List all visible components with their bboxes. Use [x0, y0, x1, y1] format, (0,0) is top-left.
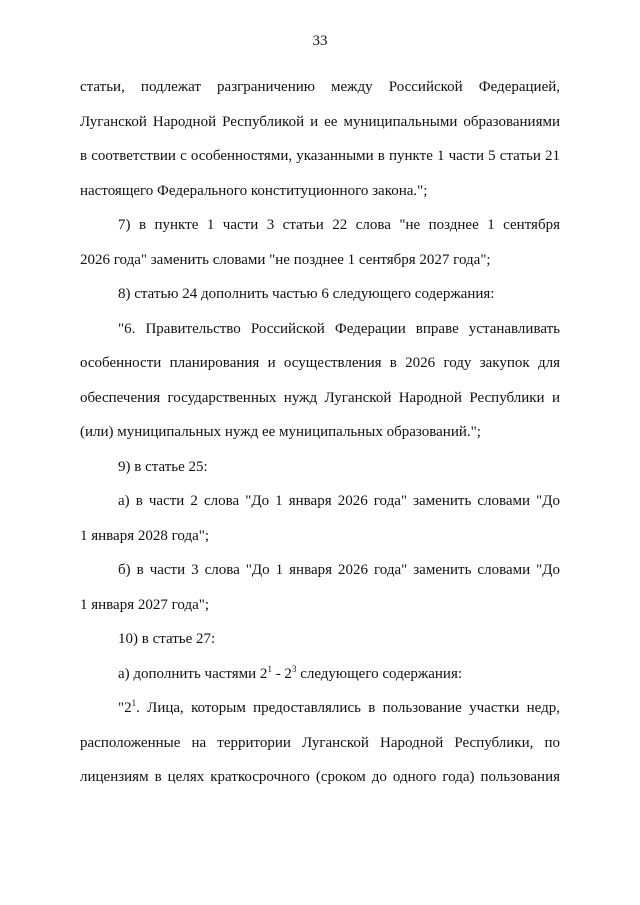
- text-line: особенности планирования и осуществления в 2026 году закупок для: [80, 355, 560, 371]
- text-line: Луганской Народной Республикой и ее муниципальными образованиями: [80, 113, 560, 130]
- text-line: [80, 657, 560, 692]
- text-line: (или) муниципальных нужд ее муниципальных образований.";: [80, 424, 481, 440]
- text-line: настоящего Федерального конституционного закона.";: [80, 182, 428, 199]
- text-line: расположенные на территории Луганской Народной Республики, по: [80, 734, 560, 751]
- text-line: 1 января 2027 года";: [80, 596, 210, 613]
- superscript: 1: [131, 698, 137, 708]
- text-line: 10) в статье 27:: [118, 631, 216, 647]
- text-segment: - 2: [271, 665, 292, 682]
- text-line: [80, 691, 560, 726]
- text-segment: а) дополнить частями 2: [118, 665, 268, 682]
- page-number: 33: [312, 33, 328, 49]
- text-line: лицензиям в целях краткосрочного (сроком до одного года) пользования: [80, 769, 560, 785]
- superscript: 1: [267, 663, 272, 674]
- text-line: обеспечения государственных нужд Луганской Народной Республики и: [80, 389, 560, 406]
- text-line: а) в части 2 слова "До 1 января 2026 года" заменить словами "До: [118, 493, 560, 509]
- text-segment: . Лица, которым предоставлялись в пользование участки недр,: [136, 700, 560, 716]
- text-line: 9) в статье 25:: [118, 458, 208, 475]
- text-line: 8) статью 24 дополнить частью 6 следующего содержания:: [118, 286, 495, 302]
- text-line: б) в части 3 слова "До 1 января 2026 года" заменить словами "До: [118, 562, 560, 578]
- text-segment: следующего содержания:: [296, 665, 463, 682]
- text-segment: "2: [118, 700, 132, 716]
- text-line: "6. Правительство Российской Федерации вправе устанавливать: [118, 320, 560, 337]
- text-line: статьи, подлежат разграничению между Российской Федерацией,: [80, 79, 560, 95]
- text-line: 7) в пункте 1 части 3 статьи 22 слова "не позднее 1 сентября: [118, 217, 560, 233]
- document-body: [80, 70, 560, 795]
- text-line: 2026 года" заменить словами "не позднее 1 сентября 2027 года";: [80, 251, 491, 268]
- text-line: в соответствии с особенностями, указанными в пункте 1 части 5 статьи 21: [80, 148, 560, 164]
- text-line: 1 января 2028 года";: [80, 527, 210, 544]
- superscript: 3: [291, 663, 297, 674]
